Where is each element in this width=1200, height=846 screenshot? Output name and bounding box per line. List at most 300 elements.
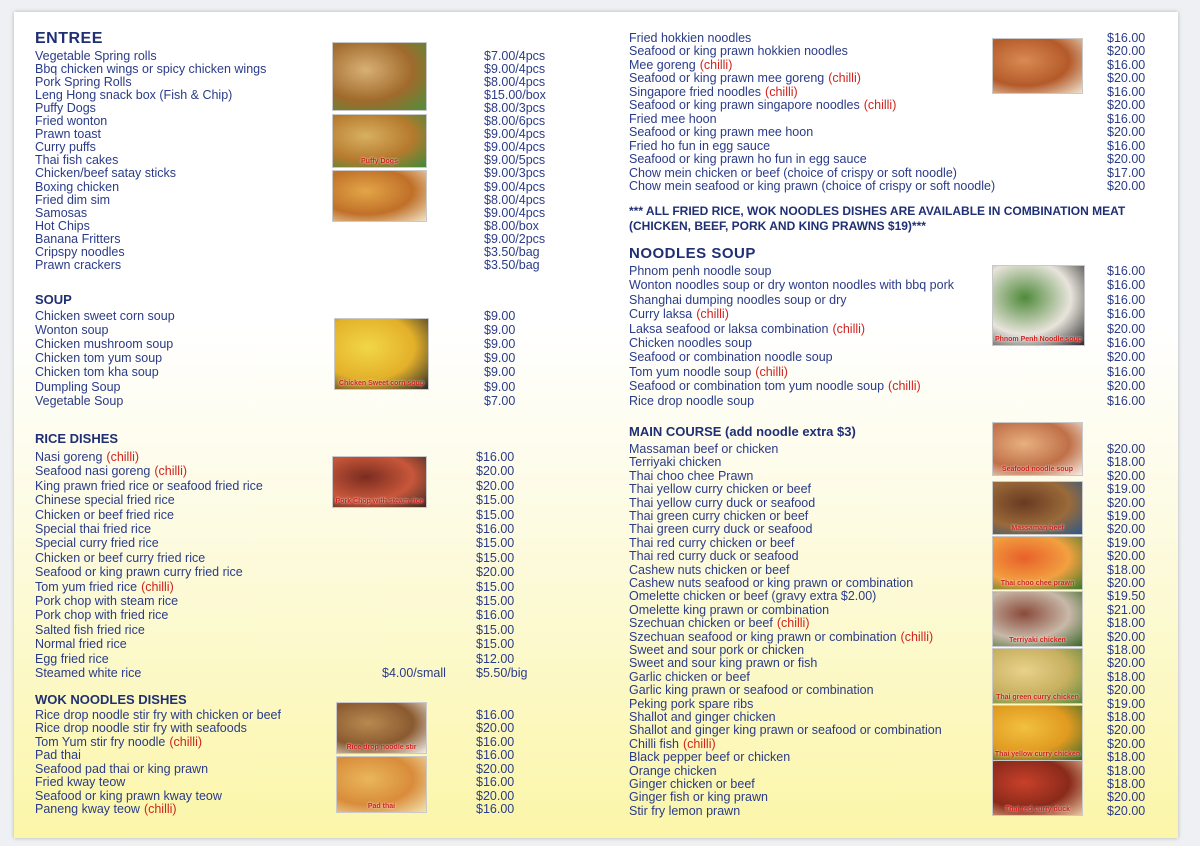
menu-item-name <box>629 510 808 523</box>
item-name-text: Normal fried rice <box>35 637 127 652</box>
menu-item-name <box>35 776 125 789</box>
menu-item-name <box>629 32 751 45</box>
menu-item <box>35 523 575 536</box>
menu-item-name <box>629 778 755 791</box>
menu-item-price: $16.00 <box>1107 138 1146 153</box>
menu-item-name <box>35 89 232 102</box>
menu-item-price: $15.00 <box>476 637 515 652</box>
menu-item <box>35 776 575 789</box>
menu-item-price: $16.00 <box>476 608 515 623</box>
menu-item <box>35 638 575 651</box>
menu-item-name <box>35 233 120 246</box>
chilli-tag: (chilli) <box>776 616 810 631</box>
menu-item-price: $9.00/4pcs <box>484 140 546 155</box>
menu-item <box>629 99 1159 112</box>
item-name-text: Pad thai <box>35 748 81 763</box>
menu-item-price: $20.00 <box>1107 629 1146 644</box>
item-name-text: Tom yum noodle soup <box>629 364 752 379</box>
menu-item-name <box>35 50 157 63</box>
menu-item-price: $19.50 <box>1107 589 1146 604</box>
menu-item-price: $18.00 <box>1107 750 1146 765</box>
menu-item-price: $9.00/4pcs <box>484 62 546 77</box>
menu-item-price: $16.00 <box>1107 336 1146 350</box>
item-name-text: Seafood nasi goreng <box>35 464 151 479</box>
menu-item-name <box>35 352 162 365</box>
menu-item <box>35 63 575 76</box>
menu-item <box>629 153 1159 166</box>
menu-item-price: $16.00 <box>476 802 515 817</box>
menu-item <box>35 233 575 246</box>
menu-item-name <box>35 624 145 637</box>
menu-item-name <box>629 617 809 630</box>
item-name-text: Pork Spring Rolls <box>35 75 132 90</box>
food-photo <box>336 756 427 813</box>
menu-item-price: $20.00 <box>1107 549 1146 564</box>
menu-item-name <box>629 456 721 469</box>
menu-item-price: $16.00 <box>476 708 515 722</box>
menu-item-price: $16.00 <box>1107 393 1146 408</box>
menu-item <box>35 324 575 337</box>
menu-item-price: $16.00 <box>476 450 515 464</box>
menu-item-name <box>35 395 123 408</box>
menu-item <box>35 749 575 762</box>
menu-item <box>35 220 575 233</box>
item-name-text: Chicken or beef fried rice <box>35 507 174 522</box>
menu-item <box>35 465 575 478</box>
menu-item-price: $15.00 <box>476 550 515 565</box>
menu-item-price: $9.00/4pcs <box>484 179 546 194</box>
item-name-text: Laksa seafood or laksa combination <box>629 321 829 336</box>
menu-item <box>35 181 575 194</box>
item-name-text: Shallot and ginger king prawn or seafood or combination <box>629 723 942 738</box>
menu-item-name <box>35 338 173 351</box>
menu-item <box>35 736 575 749</box>
menu-item-name <box>35 246 125 259</box>
menu-item <box>35 310 575 323</box>
menu-item-price: $9.00/2pcs <box>484 231 546 246</box>
chilli-tag: (chilli) <box>141 579 174 594</box>
menu-item-name <box>629 45 848 58</box>
item-name-text: Thai choo chee Prawn <box>629 468 754 483</box>
item-name-text: Leng Hong snack box (Fish & Chip) <box>35 88 233 103</box>
menu-item-price: $12.00 <box>476 651 515 666</box>
menu-item <box>35 352 575 365</box>
item-name-text: Seafood or king prawn curry fried rice <box>35 565 243 580</box>
menu-item-name <box>35 154 118 167</box>
menu-item-price: $19.00 <box>1107 509 1146 523</box>
combination-note: *** ALL FRIED RICE, WOK NOODLES DISHES ARE AVAILABLE IN COMBINATION MEAT (CHICKEN, BEEF, PORK AND KING PRAWNS $19)*** <box>629 204 1126 233</box>
menu-item-name <box>629 470 753 483</box>
menu-item-name <box>629 631 933 644</box>
menu-item-price: $16.00 <box>1107 84 1146 99</box>
item-name-text: Thai green curry duck or seafood <box>629 522 813 537</box>
menu-item-name <box>629 86 798 99</box>
menu-item-price: $9.00 <box>484 351 516 366</box>
menu-item-price: $15.00 <box>476 507 515 522</box>
photo-caption: Pad thai <box>367 803 396 810</box>
menu-item <box>629 366 1159 379</box>
menu-item-price: $9.00 <box>484 337 516 352</box>
item-name-text: Hot Chips <box>35 218 90 233</box>
menu-item <box>35 790 575 803</box>
photo-caption: Chicken Sweet corn soup <box>338 380 425 387</box>
menu-item-name <box>35 609 168 622</box>
menu-item-price: $3.50/bag <box>484 257 540 272</box>
item-name-text: Fried kway teow <box>35 775 126 790</box>
item-name-text: Fried mee hoon <box>629 111 717 126</box>
menu-page <box>14 12 1178 838</box>
menu-item-name <box>629 366 788 379</box>
food-photo <box>992 648 1083 704</box>
menu-item-price: $18.00 <box>1107 643 1146 657</box>
photo-caption: Pork Chop with steam rice <box>335 498 424 505</box>
menu-item <box>35 395 575 408</box>
menu-item-name <box>629 791 768 804</box>
menu-item-name <box>629 140 770 153</box>
menu-item-price: $15.00 <box>476 594 515 608</box>
food-photo <box>992 481 1083 535</box>
menu-item-name <box>629 380 921 393</box>
menu-item-name <box>35 63 266 76</box>
item-name-text: Bbq chicken wings or spicy chicken wings <box>35 62 267 77</box>
menu-item <box>35 509 575 522</box>
menu-item-name <box>35 803 177 816</box>
menu-item-name <box>35 566 243 579</box>
menu-item-price: $15.00/box <box>484 88 546 103</box>
section-title-main-course: MAIN COURSE (add noodle extra $3) <box>629 424 856 439</box>
item-name-text: Chicken/beef satay sticks <box>35 166 177 181</box>
menu-item-name <box>629 564 790 577</box>
menu-item <box>35 609 575 622</box>
food-photo <box>992 422 1083 476</box>
menu-item-name <box>629 113 717 126</box>
item-name-text: Shallot and ginger chicken <box>629 710 776 724</box>
menu-item <box>35 709 575 722</box>
menu-item-price: $16.00 <box>1107 364 1146 379</box>
menu-item-price: $20.00 <box>1107 350 1146 365</box>
menu-item-name <box>35 167 176 180</box>
item-name-text: Seafood or king prawn mee hoon <box>629 125 814 140</box>
item-name-text: Sweet and sour pork or chicken <box>629 643 805 657</box>
menu-item <box>35 89 575 102</box>
menu-item-name <box>35 324 108 337</box>
item-name-text: Wonton noodles soup or dry wonton noodles with bbq pork <box>629 278 954 293</box>
food-photo <box>992 760 1083 816</box>
menu-item-price: $19.00 <box>1107 696 1146 711</box>
menu-item-name <box>35 667 141 680</box>
menu-item-price: $18.00 <box>1107 562 1146 577</box>
menu-item-price: $20.00 <box>1107 576 1146 590</box>
section-title-noodles-soup: NOODLES SOUP <box>629 245 756 262</box>
menu-item-name <box>629 523 812 536</box>
food-photo <box>992 705 1083 761</box>
menu-item-price: $20.00 <box>1107 495 1146 510</box>
item-name-text: Wonton soup <box>35 323 109 338</box>
item-name-text: Tom yum fried rice <box>35 579 138 594</box>
menu-item-price: $16.00 <box>476 734 515 749</box>
menu-item <box>35 115 575 128</box>
menu-item-name <box>35 749 81 762</box>
item-name-text: Seafood or king prawn hokkien noodles <box>629 44 848 59</box>
menu-item-price: $16.00 <box>476 522 515 536</box>
menu-item-price: $9.00 <box>484 323 516 338</box>
item-name-text: Special curry fried rice <box>35 536 159 551</box>
menu-item-price: $20.00 <box>1107 152 1146 167</box>
item-name-text: Thai yellow curry duck or seafood <box>629 495 816 510</box>
food-photo <box>332 456 427 508</box>
menu-item-price: $21.00 <box>1107 602 1146 617</box>
item-name-text: Chilli fish <box>629 736 680 751</box>
item-name-text: Stir fry lemon prawn <box>629 803 741 818</box>
menu-item-name <box>35 537 159 550</box>
menu-item-price: $20.00 <box>1107 379 1146 394</box>
menu-item <box>35 581 575 594</box>
menu-item-name <box>629 308 729 321</box>
item-name-text: Szechuan chicken or beef <box>629 616 773 631</box>
item-name-text: Puffy Dogs <box>35 101 96 116</box>
section-title-wok: WOK NOODLES DISHES <box>35 692 187 707</box>
menu-item-price-small: $4.00/small <box>382 666 446 680</box>
item-name-text: Tom Yum stir fry noodle <box>35 734 166 749</box>
item-name-text: Fried ho fun in egg sauce <box>629 138 771 153</box>
menu-item-name <box>629 72 861 85</box>
menu-item-name <box>629 724 942 737</box>
item-name-text: Thai yellow curry chicken or beef <box>629 482 812 497</box>
menu-item-price: $20.00 <box>476 721 515 736</box>
menu-item <box>35 451 575 464</box>
food-photo <box>992 591 1083 647</box>
item-name-text: Thai red curry chicken or beef <box>629 535 795 550</box>
menu-item <box>35 366 575 379</box>
menu-item <box>35 763 575 776</box>
item-name-text: Rice drop noodle stir fry with seafoods <box>35 721 247 736</box>
chilli-tag: (chilli) <box>143 802 177 817</box>
item-name-text: Chicken tom yum soup <box>35 351 163 366</box>
menu-item-price: $9.00/4pcs <box>484 127 546 142</box>
photo-caption: Thai red curry duck <box>1005 806 1070 813</box>
menu-item-name <box>629 550 799 563</box>
menu-item-price: $20.00 <box>1107 71 1146 86</box>
item-name-text: Ginger fish or king prawn <box>629 790 768 805</box>
menu-item-name <box>629 765 717 778</box>
menu-item-name <box>35 595 178 608</box>
chilli-tag: (chilli) <box>106 450 140 464</box>
menu-item-price: $5.50/big <box>476 666 528 680</box>
menu-item-price: $16.00 <box>1107 278 1146 293</box>
menu-item-name <box>629 497 815 510</box>
menu-item <box>35 494 575 507</box>
menu-item <box>35 338 575 351</box>
item-name-text: Chicken tom kha soup <box>35 365 159 380</box>
menu-item <box>35 102 575 115</box>
menu-item-price: $15.00 <box>476 579 515 594</box>
menu-item-name <box>35 709 281 722</box>
menu-item-name <box>35 310 175 323</box>
chilli-tag: (chilli) <box>699 57 733 72</box>
menu-item-name <box>629 698 753 711</box>
menu-item-name <box>35 552 205 565</box>
item-name-text: Terriyaki chicken <box>629 455 722 470</box>
menu-item-name <box>35 736 202 749</box>
menu-item-price: $16.00 <box>1107 31 1146 45</box>
menu-item-name <box>35 638 127 651</box>
item-name-text: Chow mein chicken or beef (choice of crispy or soft noodle) <box>629 165 957 180</box>
item-name-text: Thai green curry chicken or beef <box>629 509 809 523</box>
menu-item-name <box>629 279 954 292</box>
menu-item-name <box>629 711 776 724</box>
chilli-tag: (chilli) <box>154 464 188 479</box>
menu-item-price: $20.00 <box>1107 656 1146 671</box>
chilli-tag: (chilli) <box>755 364 788 379</box>
menu-item-price: $19.00 <box>1107 535 1146 550</box>
item-name-text: Thai fish cakes <box>35 153 119 168</box>
menu-item-price: $8.00/6pcs <box>484 114 546 129</box>
item-name-text: Ginger chicken or beef <box>629 777 755 791</box>
menu-item-name <box>629 351 833 364</box>
menu-item-price: $9.00/3pcs <box>484 166 546 181</box>
menu-item-price: $16.00 <box>1107 292 1146 307</box>
item-name-text: Omelette chicken or beef (gravy extra $2.00) <box>629 589 877 604</box>
menu-item <box>35 537 575 550</box>
item-name-text: Shanghai dumping noodles soup or dry <box>629 292 847 307</box>
menu-item <box>629 126 1159 139</box>
menu-item-name <box>629 180 995 193</box>
section-title-entree: ENTREE <box>35 30 103 47</box>
menu-item <box>629 351 1159 364</box>
item-name-text: Chicken mushroom soup <box>35 337 174 352</box>
item-name-text: Pork chop with steam rice <box>35 594 179 608</box>
food-photo <box>992 38 1083 94</box>
menu-item-price: $7.00 <box>484 393 516 408</box>
item-name-text: Peking pork spare ribs <box>629 696 754 711</box>
food-photo <box>332 170 427 222</box>
menu-item-price: $16.00 <box>1107 264 1146 278</box>
item-name-text: Seafood or king prawn ho fun in egg sauce <box>629 152 867 167</box>
menu-item-price: $18.00 <box>1107 669 1146 684</box>
menu-item-name <box>35 76 132 89</box>
photo-caption: Phnom Penh Noodle soup <box>994 336 1083 343</box>
menu-item-name <box>35 366 159 379</box>
item-name-text: Prawn crackers <box>35 257 122 272</box>
item-name-text: Fried dim sim <box>35 192 111 207</box>
menu-item-price: $9.00 <box>484 379 516 394</box>
menu-item-price: $9.00/4pcs <box>484 205 546 220</box>
food-photo <box>336 702 427 754</box>
menu-item <box>35 207 575 220</box>
section-title-rice: RICE DISHES <box>35 431 119 446</box>
menu-item-price: $20.00 <box>476 565 515 580</box>
item-name-text: Chow mein seafood or king prawn (choice of crispy or soft noodle) <box>629 178 996 193</box>
menu-item <box>35 552 575 565</box>
menu-item-name <box>629 738 716 751</box>
menu-item-price: $20.00 <box>1107 44 1146 59</box>
item-name-text: Dumpling Soup <box>35 379 121 394</box>
menu-item-price: $18.00 <box>1107 455 1146 470</box>
menu-item <box>35 667 575 680</box>
food-photo <box>332 42 427 111</box>
food-photo <box>992 265 1085 346</box>
item-name-text: Phnom penh noodle soup <box>629 264 772 278</box>
menu-item-name <box>35 494 175 507</box>
item-name-text: Prawn toast <box>35 127 102 142</box>
menu-item-name <box>35 509 174 522</box>
menu-item-price: $20.00 <box>1107 790 1146 805</box>
menu-item-price: $8.00/box <box>484 218 539 233</box>
item-name-text: Curry puffs <box>35 140 96 155</box>
chilli-tag: (chilli) <box>832 321 866 336</box>
photo-caption: Thai green curry chicken <box>996 694 1079 701</box>
menu-item-name <box>35 790 222 803</box>
item-name-text: Steamed white rice <box>35 666 142 680</box>
menu-item <box>35 246 575 259</box>
photo-caption: Thai choo chee prawn <box>1000 580 1075 587</box>
item-name-text: Massaman beef or chicken <box>629 442 779 456</box>
menu-item-price: $9.00 <box>484 365 516 380</box>
item-name-text: King prawn fried rice or seafood fried rice <box>35 478 263 493</box>
item-name-text: Seafood or king prawn singapore noodles <box>629 98 860 113</box>
menu-item <box>35 76 575 89</box>
item-name-text: Egg fried rice <box>35 651 109 666</box>
chilli-tag: (chilli) <box>828 71 861 86</box>
menu-item-price: $20.00 <box>1107 442 1146 456</box>
item-name-text: Salted fish fried rice <box>35 622 145 637</box>
menu-item-name <box>35 207 87 220</box>
menu-item-price: $16.00 <box>1107 57 1146 72</box>
menu-item-price: $8.00/4pcs <box>484 192 546 207</box>
menu-item <box>629 167 1159 180</box>
item-name-text: Fried hokkien noodles <box>629 31 752 45</box>
menu-item-name <box>629 590 876 603</box>
menu-item-name <box>629 657 817 670</box>
item-name-text: Special thai fried rice <box>35 522 152 536</box>
menu-item-price: $18.00 <box>1107 763 1146 778</box>
menu-item-name <box>35 194 110 207</box>
menu-item-price: $20.00 <box>476 761 515 776</box>
item-name-text: Cashew nuts seafood or king prawn or combination <box>629 576 914 590</box>
menu-item-price: $16.00 <box>476 748 515 763</box>
item-name-text: Seafood pad thai or king prawn <box>35 761 209 776</box>
menu-item-price: $9.00 <box>484 309 516 323</box>
menu-item-name <box>35 128 101 141</box>
item-name-text: Seafood or king prawn kway teow <box>35 788 222 803</box>
menu-item-price: $20.00 <box>1107 723 1146 738</box>
item-name-text: Paneng kway teow <box>35 802 140 817</box>
item-name-text: Singapore fried noodles <box>629 84 762 99</box>
item-name-text: Thai red curry duck or seafood <box>629 549 799 564</box>
item-name-text: Banana Fritters <box>35 231 121 246</box>
chilli-tag: (chilli) <box>696 307 729 322</box>
item-name-text: Sweet and sour king prawn or fish <box>629 656 818 671</box>
menu-item-name <box>35 115 107 128</box>
item-name-text: Nasi goreng <box>35 450 103 464</box>
item-name-text: Seafood or combination tom yum noodle soup <box>629 379 885 394</box>
item-name-text: Boxing chicken <box>35 179 120 194</box>
menu-item-price: $16.00 <box>476 775 515 790</box>
menu-item-name <box>35 220 90 233</box>
menu-item-name <box>629 684 874 697</box>
item-name-text: Omelette king prawn or combination <box>629 602 830 617</box>
menu-item-price: $20.00 <box>476 478 515 493</box>
menu-item-name <box>35 465 187 478</box>
menu-item-name <box>35 722 247 735</box>
menu-item-price: $3.50/bag <box>484 244 540 259</box>
food-photo <box>332 114 427 168</box>
menu-item-price: $20.00 <box>1107 125 1146 140</box>
menu-item-name <box>629 483 811 496</box>
item-name-text: Pork chop with fried rice <box>35 608 169 623</box>
item-name-text: Fried wonton <box>35 114 108 129</box>
photo-caption: Seafood noodle soup <box>1001 466 1074 473</box>
